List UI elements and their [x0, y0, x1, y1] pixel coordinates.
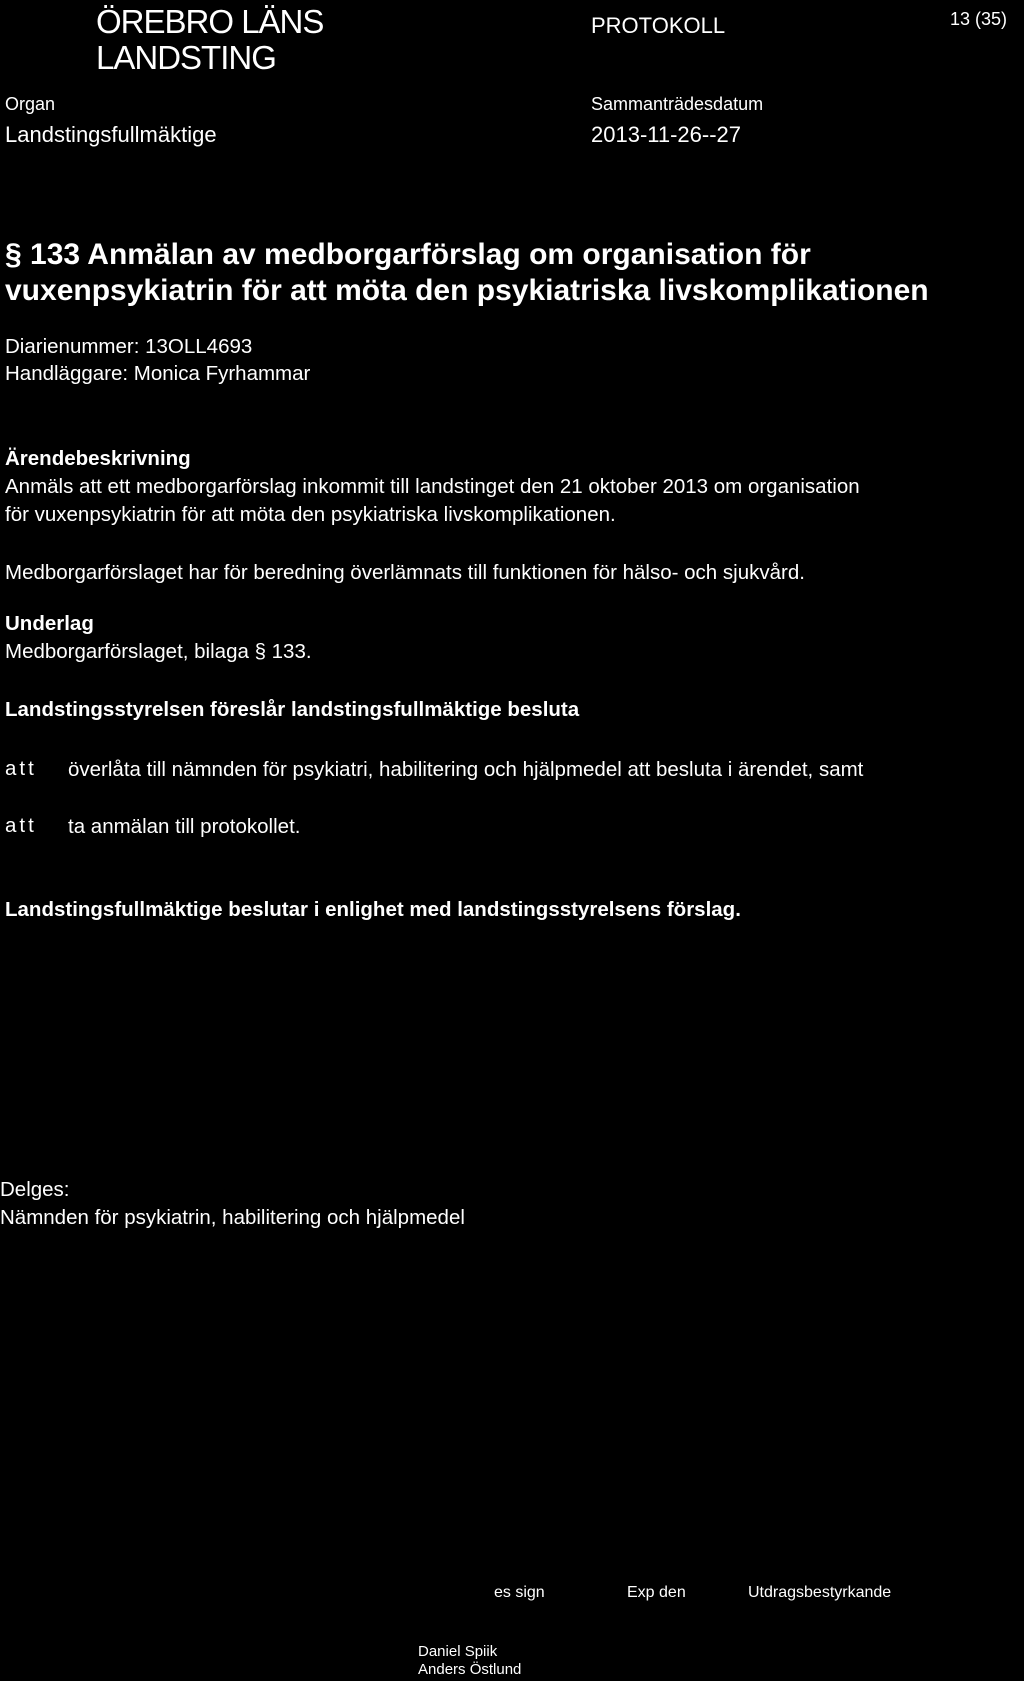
decision-text: Landstingsfullmäktige beslutar i enlighet med landstingsstyrelsens förslag.: [5, 898, 741, 921]
att-text-1: överlåta till nämnden för psykiatri, habilitering och hjälpmedel att besluta i ärendet, samt: [68, 758, 864, 781]
exp-den-label: Exp den: [627, 1584, 686, 1601]
signer-2: Anders Östlund: [418, 1661, 522, 1678]
handlaggare: Handläggare: Monica Fyrhammar: [5, 362, 311, 385]
underlag-text: Medborgarförslaget, bilaga § 133.: [5, 640, 312, 663]
date-label: Sammanträdesdatum: [591, 94, 764, 114]
underlag-heading: Underlag: [5, 612, 94, 635]
arendebeskrivning-heading: Ärendebeskrivning: [5, 447, 191, 470]
delges-label: Delges:: [0, 1178, 70, 1201]
org-name-line2: LANDSTING: [96, 39, 276, 76]
date-value: 2013-11-26--27: [591, 122, 742, 147]
organ-value: Landstingsfullmäktige: [5, 122, 217, 147]
signer-1: Daniel Spiik: [418, 1643, 498, 1660]
section-title-line2: vuxenpsykiatrin för att möta den psykiatriska livskomplikationen: [5, 274, 929, 307]
delges-recipient: Nämnden för psykiatrin, habilitering och hjälpmedel: [0, 1206, 465, 1229]
organ-label: Organ: [5, 94, 56, 114]
page-number: 13 (35): [950, 9, 1008, 29]
diarienummer: Diarienummer: 13OLL4693: [5, 335, 253, 358]
jus-sign-label: es sign: [494, 1584, 545, 1601]
proposal-heading: Landstingsstyrelsen föreslår landstingsfullmäktige besluta: [5, 698, 580, 721]
utdrag-label: Utdragsbestyrkande: [748, 1584, 892, 1601]
arendebeskrivning-paragraph2: Medborgarförslaget har för beredning överlämnats till funktionen för hälso- och sjukvård.: [5, 561, 805, 584]
section-title-line1: § 133 Anmälan av medborgarförslag om organisation för: [5, 238, 811, 271]
att-key-1: att: [5, 757, 37, 780]
att-text-2: ta anmälan till protokollet.: [68, 815, 301, 838]
att-key-2: att: [5, 814, 37, 837]
org-name-line1: ÖREBRO LÄNS: [96, 3, 324, 40]
arendebeskrivning-line2: för vuxenpsykiatrin för att möta den psykiatriska livskomplikationen.: [5, 503, 616, 526]
arendebeskrivning-line1: Anmäls att ett medborgarförslag inkommit till landstinget den 21 oktober 2013 om organisation: [5, 475, 860, 498]
doc-type: PROTOKOLL: [591, 13, 726, 38]
